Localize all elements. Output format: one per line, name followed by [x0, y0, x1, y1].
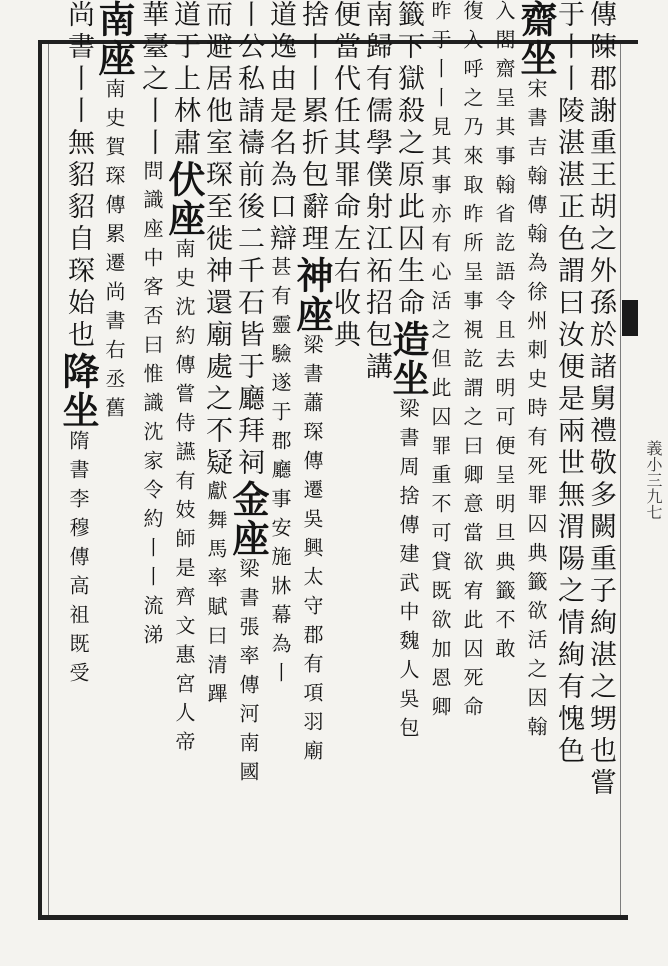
- margin-line-left: [48, 44, 49, 915]
- text-column-2: 于丨丨陵湛湛正色謂曰汝便是兩世無渭陽之情絢有愧色: [553, 0, 584, 768]
- text-column-5: 復入呼之乃來取昨所呈事視訖謂之曰卿意當欲宥此囚死命: [460, 0, 484, 725]
- text-column-12: 丨公私請禱前後二千石皆于廳拜祠金座梁書張率傳河南國: [226, 0, 270, 790]
- text-column-3: 齋坐宋書吉翰傳翰為徐州刺史時有死罪囚典籤欲活之因翰: [514, 0, 558, 745]
- text-column-8: 南歸有儒學僕射江祏招包講: [361, 0, 392, 384]
- edge-mark: 義小三九七: [644, 440, 663, 520]
- text-column-13: 而避居他室琛至徙神還廟處之不疑獻舞馬率賦曰清蹕: [201, 0, 232, 712]
- text-column-14: 道于上林肅伏座南史沈約傳嘗侍讌有妓師是齊文惠宮人帝: [162, 0, 206, 760]
- left-border: [38, 40, 42, 920]
- text-column-17: 尚書丨丨無貂貂自琛始也降坐隋書李穆傳高祖既受: [56, 0, 100, 691]
- text-column-10: 捨丨丨累折包辭理神座梁書蕭琛傳遷吳興太守郡有項羽廟: [290, 0, 334, 769]
- text-column-7: 籤下獄殺之原此囚生命造坐梁書周捨傳建武中魏人吳包: [386, 0, 430, 746]
- heading-zaozuo: 造坐: [386, 320, 430, 398]
- text-column-15: 華臺之丨丨問識座中客否曰惟識沈家令約丨丨流涕: [137, 0, 168, 653]
- heading-fuzuo: 伏座: [162, 160, 206, 238]
- heading-shenzuo: 神座: [290, 256, 334, 334]
- heading-nanzuo: 南座: [92, 0, 136, 78]
- text-column-16: 南座南史賀琛傳累遷尚書右丞舊: [92, 0, 136, 426]
- text-column-6: 昨于丨丨見其事亦有心活之但此囚罪重不可貸既欲加恩卿: [428, 0, 452, 725]
- text-column-4: 入閤齋呈其事翰省訖語令且去明可便呈明旦典籤不敢: [492, 0, 516, 667]
- heading-zhaizuo: 齋坐: [514, 0, 558, 78]
- text-column-11: 道逸由是名為口辯甚有靈驗遂于郡廳事安施牀幕為丨: [265, 0, 296, 691]
- right-inner-line: [620, 44, 621, 915]
- right-border-mark: [622, 300, 638, 336]
- text-column-1: 傳陳郡謝重王胡之外孫於諸舅禮敬多闕重子絢湛之甥也嘗: [585, 0, 616, 800]
- heading-jinzuo: 金座: [226, 480, 270, 558]
- text-column-9: 便當代任其罪命左右收典: [329, 0, 360, 352]
- heading-jiangzuo: 降坐: [56, 352, 100, 430]
